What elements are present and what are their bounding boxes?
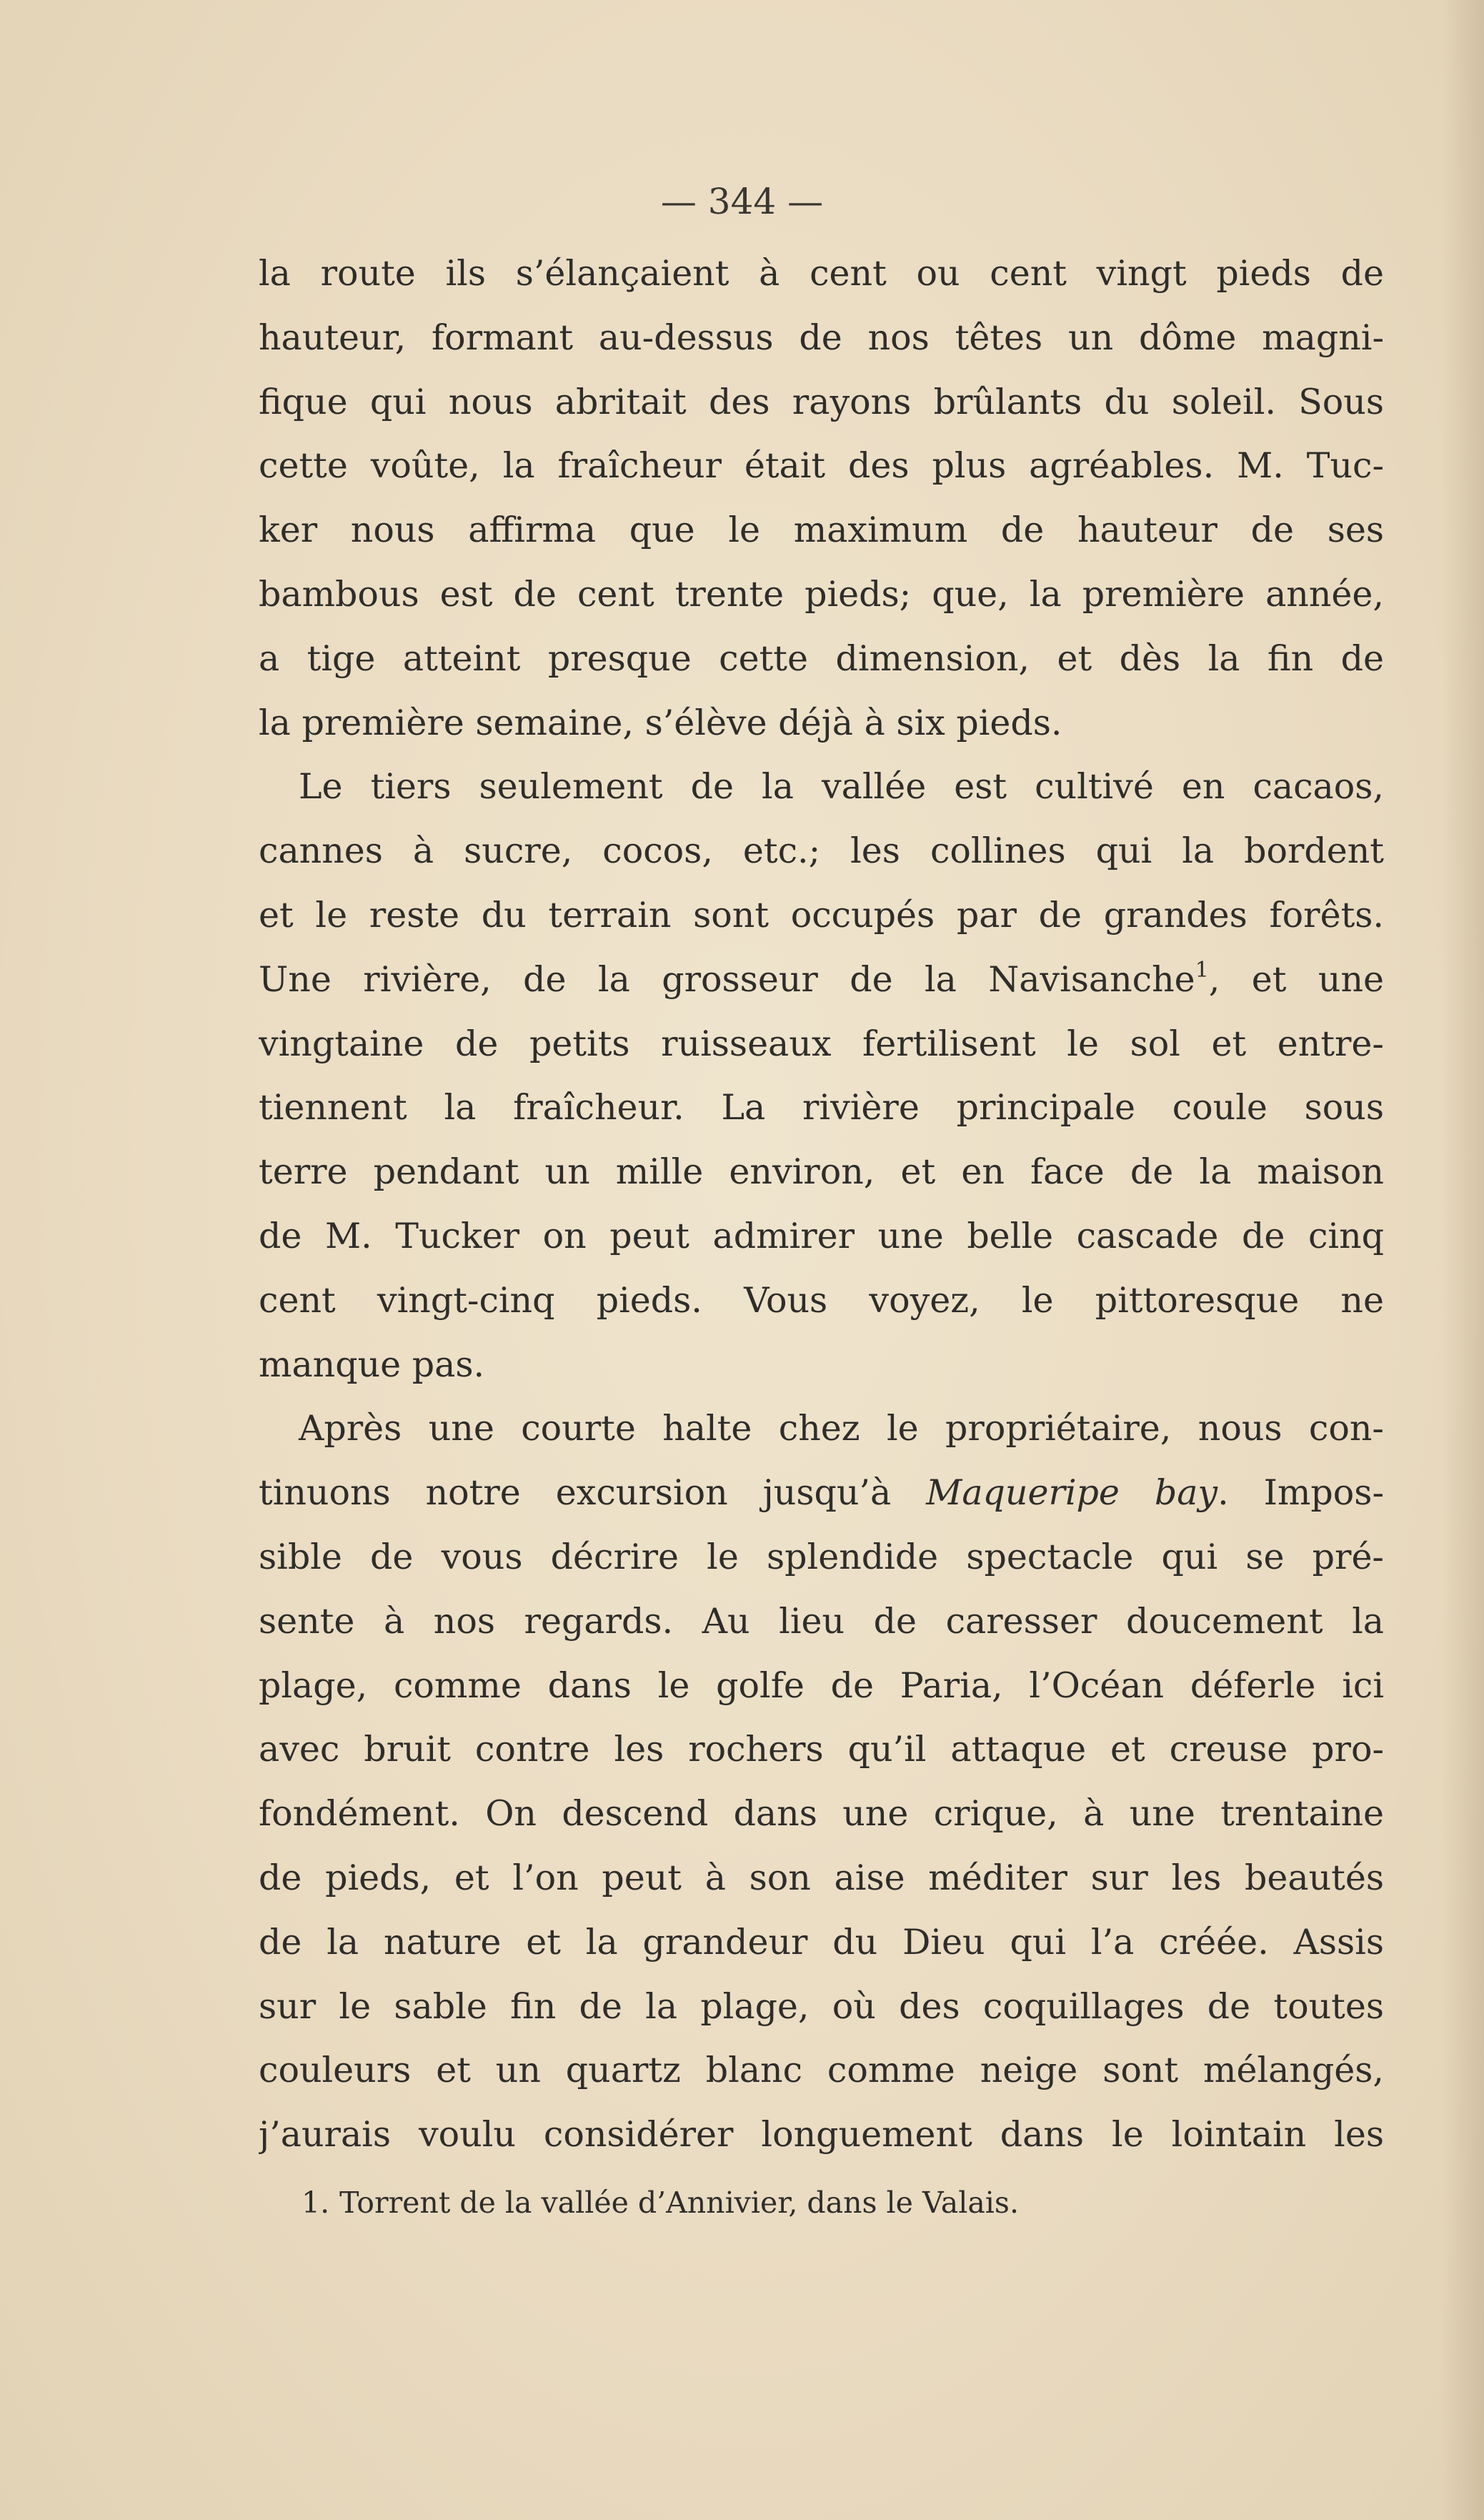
body-text [259,242,1384,2167]
page-edge-shadow [1441,0,1484,2520]
text-span: , et une [1208,958,1384,1000]
footnote-number: 1. [302,2186,330,2220]
page-number: — 344 — [660,181,824,222]
text-line: tiennent la fraîcheur. La rivière principale coule sous [259,1087,1384,1128]
text-line [259,948,1384,1012]
text-line: cette voûte, la fraîcheur était des plus agréables. M. Tuc- [259,445,1384,487]
text-line: ker nous affirma que le maximum de hauteur de ses [259,510,1384,551]
text-line: sur le sable fin de la plage, où des coquillages de toutes [259,1985,1384,2027]
text-line: cent vingt-cinq pieds. Vous voyez, le pittoresque ne [259,1279,1384,1321]
footnote-reference: 1 [1195,957,1209,983]
text-line: Le tiers seulement de la vallée est cultivé en cacaos, [299,766,1384,808]
text-line: a tige atteint presque cette dimension, et dès la fin de [259,638,1384,679]
text-line: manque pas. [259,1344,485,1385]
text-line: la route ils s’élançaient à cent ou cent vingt pieds de [259,253,1384,294]
text-line: vingtaine de petits ruisseaux fertilisent le sol et entre- [259,1023,1384,1064]
text-line: la première semaine, s’élève déjà à six pieds. [259,702,1062,743]
text-line: terre pendant un mille environ, et en face de la maison [259,1151,1384,1193]
text-line: plage, comme dans le golfe de Paria, l’Océan déferle ici [259,1665,1384,1706]
footnote-text: Torrent de la vallée d’Annivier, dans le Valais. [339,2186,1019,2220]
text-line: et le reste du terrain sont occupés par de grandes forêts. [259,894,1384,936]
text-line: hauteur, formant au-dessus de nos têtes un dôme magni- [259,317,1384,358]
text-line: de M. Tucker on peut admirer une belle cascade de cinq [259,1215,1384,1256]
text-line [259,1461,1384,1525]
text-line: de la nature et la grandeur du Dieu qui l’a créée. Assis [259,1921,1384,1963]
text-line: sible de vous décrire le splendide spectacle qui se pré- [259,1536,1384,1577]
text-line: avec bruit contre les rochers qu’il attaque et creuse pro- [259,1729,1384,1770]
text-span: Une rivière, de la grosseur de la Navisanche [259,958,1195,1000]
text-line: Après une courte halte chez le propriétaire, nous con- [299,1408,1384,1449]
text-span: tinuons notre excursion jusqu’à [259,1472,927,1514]
text-line: cannes à sucre, cocos, etc.; les collines qui la bordent [259,830,1384,872]
text-span: . Impos- [1217,1472,1384,1514]
text-line: fique qui nous abritait des rayons brûlants du soleil. Sous [259,381,1384,422]
text-line: sente à nos regards. Au lieu de caresser doucement la [259,1600,1384,1642]
text-line: de pieds, et l’on peut à son aise méditer sur les beautés [259,1857,1384,1898]
text-line: bambous est de cent trente pieds; que, la première année, [259,573,1384,615]
text-line: couleurs et un quartz blanc comme neige sont mélangés, [259,2050,1384,2091]
text-line: j’aurais voulu considérer longuement dans le lointain les [259,2114,1384,2156]
text-line: fondément. On descend dans une crique, à une trentaine [259,1793,1384,1835]
italic-place-name: Maqueripe bay [926,1472,1218,1514]
footnote [302,2181,1373,2224]
